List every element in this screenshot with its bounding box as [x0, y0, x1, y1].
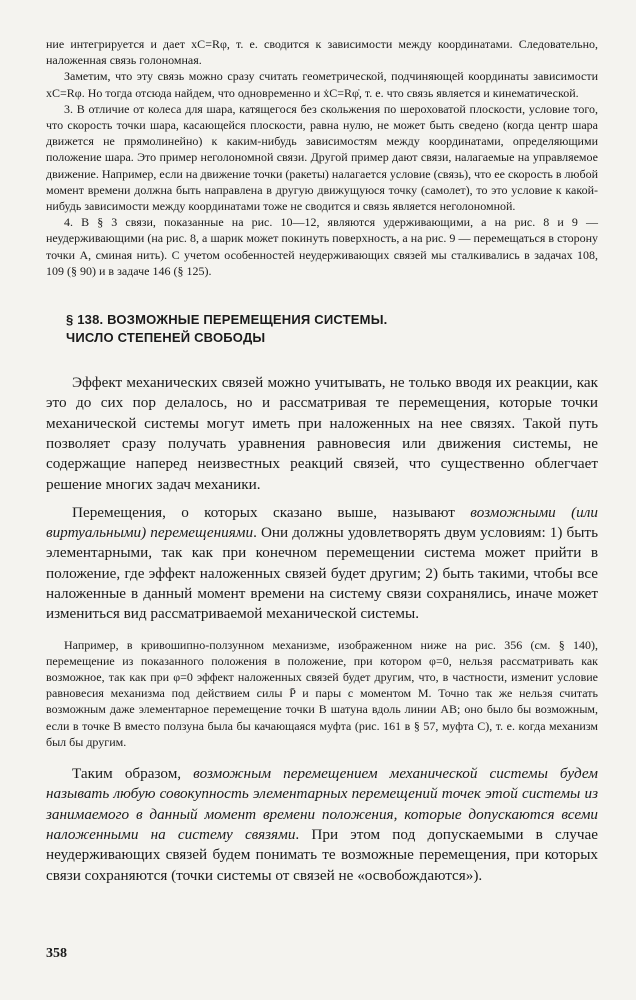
paragraph-definition	[46, 764, 598, 886]
page-body	[46, 36, 598, 886]
text-run: Перемещения, о которых сказано выше, называют	[72, 503, 471, 521]
paragraph-virtual-displacements	[46, 503, 598, 625]
paragraph-geometric-note: Заметим, что эту связь можно сразу считать геометрической, подчиняющей координаты зависимости xC=Rφ. Но тогда отсюда найдем, что одновременно и ẋC=Rφ̇, т. е. что связь является и кинематической.	[46, 69, 598, 100]
section-heading-line-1: § 138. ВОЗМОЖНЫЕ ПЕРЕМЕЩЕНИЯ СИСТЕМЫ.	[66, 312, 388, 328]
section-heading	[46, 311, 598, 347]
term-italic: возможными (или виртуальными) перемещениями	[46, 503, 598, 542]
definition-italic: возможным перемещением механической системы будем называть любую совокупность элементарных перемещений точек этой системы из занимаемого в данный момент времени положения, которые допускаются всеми наложенными на систему связями	[46, 765, 598, 843]
text-run: . Они должны удовлетворять двум условиям: 1) быть элементарными, так как при конечном перемещении система может прийти в положение, где эффект наложенных связей будет другим; 2) быть такими, чтобы все наложенные в данный момент времени на систему связи сохранялись, иначе может измениться вид рассматриваемой механической системы.	[46, 524, 598, 623]
section-heading-line-2: ЧИСЛО СТЕПЕНЕЙ СВОБОДЫ	[66, 330, 266, 346]
page-number: 358	[46, 946, 67, 961]
paragraph-example-mechanism: Например, в кривошипно-ползунном механизме, изображенном ниже на рис. 356 (см. § 140), перемещение из показанного положения в положение, при котором φ=0, нельзя рассматривать как возможное, так как при φ=0 эффект наложенных связей будет другим, что, в частности, изменит условие равновесия механизма под действием силы P̄ и пары с моментом M. Точно так же нельзя считать возможным даже элементарное перемещение точки B шатуна вдоль линии AB; оно было бы возможным, если в точке B вместо ползуна была бы качающаяся муфта (рис. 161 в § 57, муфта C), т. е. когда механизм был бы другим.	[46, 637, 598, 749]
text-run: Таким образом,	[72, 765, 194, 783]
paragraph-intro: Эффект механических связей можно учитывать, не только вводя их реакции, как это до сих пор делалось, но и рассматривая те перемещения, которые точки механической системы могут иметь при наложенных на нее связях. Такой путь позволяет сразу получать уравнения равновесия или движения системы, не содержащие наперед неизвестных реакций связей, что существенно облегчает решение многих задач механики.	[46, 374, 598, 493]
paragraph-continuation: ние интегрируется и дает xC=Rφ, т. е. сводится к зависимости между координатами. Следовательно, наложенная связь голономная.	[46, 37, 598, 68]
paragraph-item-4: 4. В § 3 связи, показанные на рис. 10—12, являются удерживающими, а на рис. 8 и 9 — неудерживающими (на рис. 8, а шарик может покинуть поверхность, а на рис. 9 — перемещаться в сторону точки A, сминая нить). С учетом особенностей неудерживающих связей мы сталкивались в задачах 108, 109 (§ 90) и в задаче 146 (§ 125).	[46, 215, 598, 278]
text-run: . При этом под допускаемыми в случае неудерживающих связей будем понимать те возможные перемещения, при которых связи сохраняются (точки системы от связей не «освобождаются»).	[46, 825, 598, 884]
paragraph-item-3: 3. В отличие от колеса для шара, катящегося без скольжения по шероховатой плоскости, условие того, что скорость точки шара, касающейся плоскости, равна нулю, не может быть сведено (когда центр шара движется не прямолинейно) к каким-нибудь зависимостям между координатами, определяющими положение шара. Это пример неголономной связи. Другой пример дают связи, налагаемые на управляемое движение. Например, если на движение точки (ракеты) налагается условие (связь), что ее скорость в любой момент времени должна быть направлена в другую движущуюся точку (самолет), то это условие к какой-нибудь зависимости между координатами тоже не сводится и связь является неголономной.	[46, 101, 598, 214]
